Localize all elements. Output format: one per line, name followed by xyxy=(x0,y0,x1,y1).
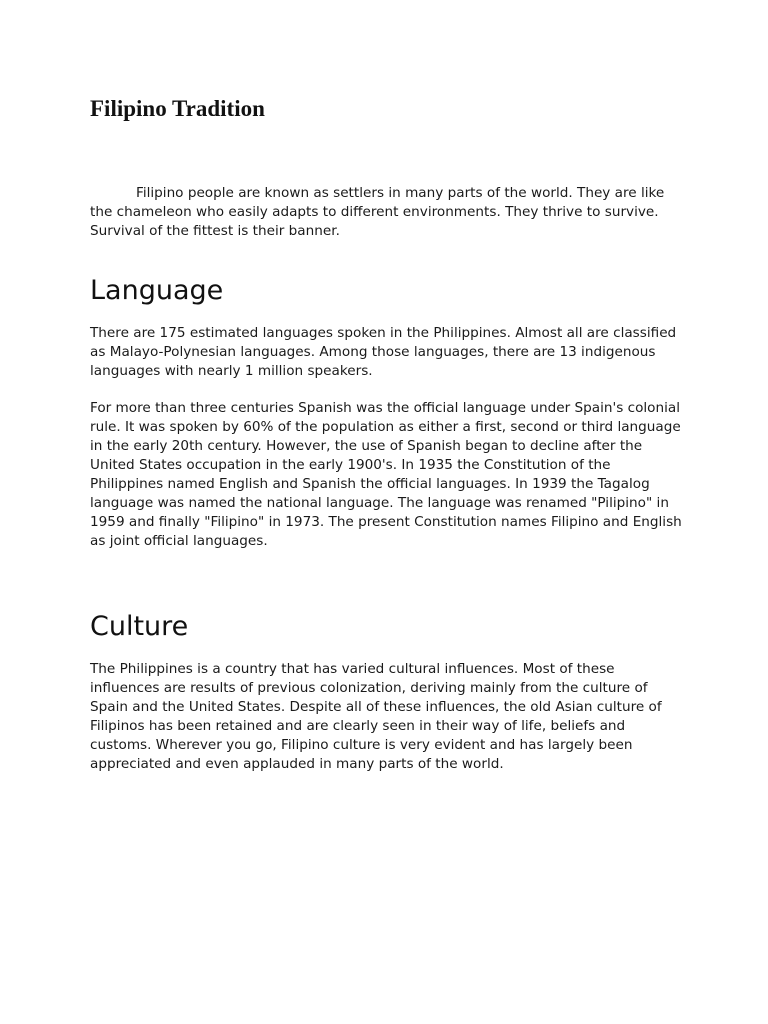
section-heading-language: Language xyxy=(90,275,224,306)
language-paragraph-1: There are 175 estimated languages spoken in the Philippines. Almost all are classified as Malayo-Polynesian languages. Among those languages, there are 13 indigenous languages with nearly 1 million speakers. xyxy=(90,325,677,379)
culture-paragraph-1: The Philippines is a country that has varied cultural influences. Most of these influences are results of previous colonization, deriving mainly from the culture of Spain and the United States. Despite all of these influences, the old Asian culture of Filipinos has been retained and are clearly seen in their way of life, beliefs and customs. Wherever you go, Filipino culture is very evident and has largely been appreciated and even applauded in many parts of the world. xyxy=(90,661,662,772)
document-title: Filipino Tradition xyxy=(90,96,265,121)
language-paragraph-2: For more than three centuries Spanish was the official language under Spain's colonial rule. It was spoken by 60% of the population as either a first, second or third language in the early 20th century. However, the use of Spanish began to decline after the United States occupation in the early 1900's. In 1935 the Constitution of the Philippines named English and Spanish the official languages. In 1939 the Tagalog language was named the national language. The language was renamed "Pilipino" in 1959 and finally "Filipino" in 1973. The present Constitution names Filipino and English as joint official languages. xyxy=(90,400,682,549)
section-heading-culture: Culture xyxy=(90,611,189,642)
intro-paragraph: Filipino people are known as settlers in many parts of the world. They are like the chameleon who easily adapts to different environments. They thrive to survive. Survival of the fittest is their banner. xyxy=(90,185,665,239)
